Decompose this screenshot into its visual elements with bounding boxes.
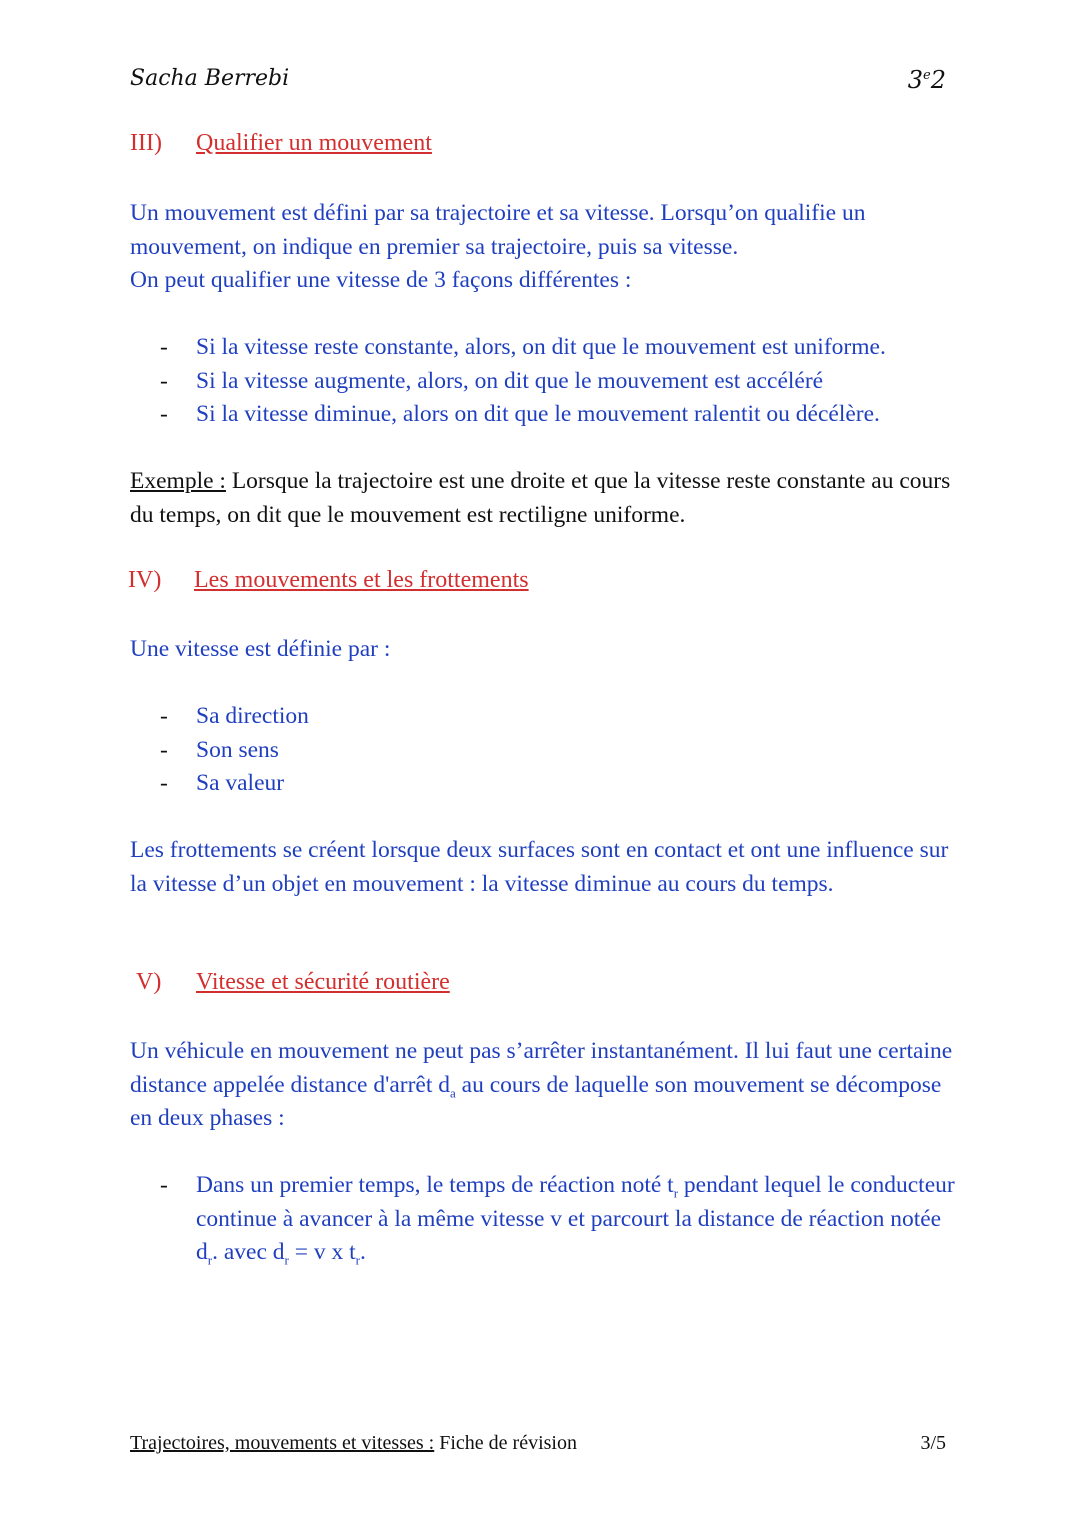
list-item: - Son sens bbox=[160, 736, 279, 763]
speed-components-list bbox=[160, 700, 960, 801]
phases-list bbox=[160, 1169, 960, 1270]
friction-paragraph: Les frottements se créent lorsque deux surfaces sont en contact et ont une influence sur la vitesse d’un objet en mouvement : la vitesse diminue au cours du temps. bbox=[130, 837, 949, 897]
list-item: - Si la vitesse diminue, alors on dit que le mouvement ralentit ou décélère. bbox=[160, 401, 880, 427]
page-number: 3/5 bbox=[920, 1432, 946, 1454]
list-item: - Dans un premier temps, le temps de réaction noté $t_r$ pendant lequel le conducteur continue à avancer à la même vitesse v et parcourt la distance de réaction notée $d_r$. avec $d_r = v$ x $t_r$. bbox=[160, 1172, 955, 1268]
section-heading-4: IV) Les mouvements et les frottements bbox=[128, 567, 529, 593]
stopping-distance-paragraph: Un véhicule en mouvement ne peut pas s’arrêter instantanément. Il lui faut une certaine distance appelée distance d'arrêt $d_a$ au cours de laquelle son mouvement se décompose en deux phases : bbox=[130, 1038, 953, 1131]
list-item: - Si la vitesse reste constante, alors, on dit que le mouvement est uniforme. bbox=[160, 334, 886, 360]
example-paragraph: Exemple : Lorsque la trajectoire est une droite et que la vitesse reste constante au cours du temps, on dit que le mouvement est rectiligne uniforme. bbox=[130, 468, 951, 528]
section-3-intro: Un mouvement est défini par sa trajectoire et sa vitesse. Lorsqu’on qualifie un mouvement, on indique en premier sa trajectoire, puis sa vitesse. On peut qualifier une vitesse de 3 façons différentes : bbox=[130, 200, 866, 293]
footer-title: Trajectoires, mouvements et vitesses : Fiche de révision bbox=[130, 1432, 577, 1454]
section-heading-3: III) Qualifier un mouvement bbox=[130, 130, 432, 156]
speed-qualifiers-list bbox=[160, 331, 960, 432]
section-heading-5: V) Vitesse et sécurité routière bbox=[136, 969, 450, 995]
list-item: - Sa valeur bbox=[160, 770, 285, 796]
list-item: - Sa direction bbox=[160, 703, 309, 729]
class-label: 3e2 bbox=[907, 66, 946, 94]
section-4-intro: Une vitesse est définie par : bbox=[130, 636, 391, 662]
list-item: - Si la vitesse augmente, alors, on dit que le mouvement est accéléré bbox=[160, 367, 824, 394]
author-name: Sacha Berrebi bbox=[130, 66, 290, 91]
